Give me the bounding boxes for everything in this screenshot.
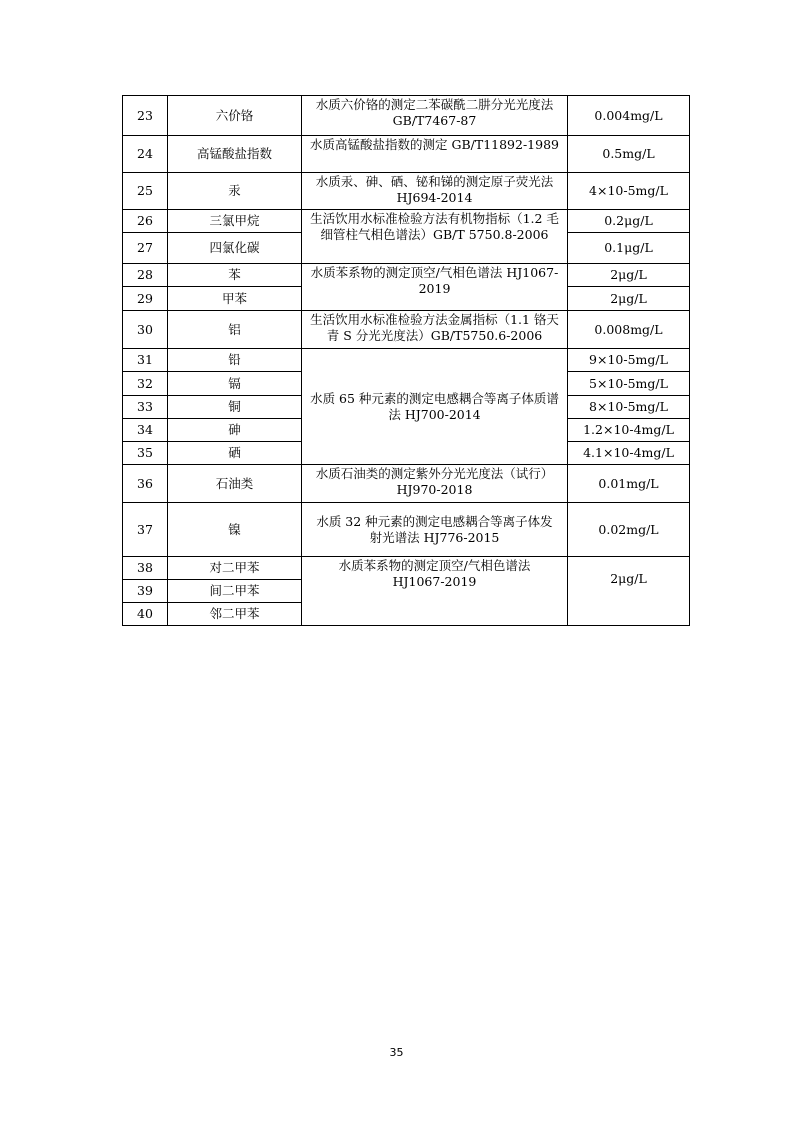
detection-limit: 9×10-5mg/L (568, 349, 690, 372)
test-method: 水质苯系物的测定顶空/气相色谱法 HJ1067-2019 (302, 557, 568, 626)
detection-limit: 8×10-5mg/L (568, 396, 690, 419)
detection-limit: 0.5mg/L (568, 136, 690, 173)
test-item: 砷 (168, 419, 302, 442)
test-method: 水质六价铬的测定二苯碳酰二肼分光光度法 GB/T7467-87 (302, 96, 568, 136)
row-number: 27 (123, 233, 168, 264)
detection-limit: 0.008mg/L (568, 311, 690, 349)
test-method: 水质 32 种元素的测定电感耦合等离子体发射光谱法 HJ776-2015 (302, 503, 568, 557)
page-number: 35 (389, 1046, 404, 1059)
row-number: 39 (123, 580, 168, 603)
test-item: 对二甲苯 (168, 557, 302, 580)
test-item: 石油类 (168, 465, 302, 503)
test-item: 苯 (168, 264, 302, 287)
test-item: 间二甲苯 (168, 580, 302, 603)
row-number: 32 (123, 372, 168, 396)
row-number: 26 (123, 210, 168, 233)
table-row (123, 311, 690, 349)
test-item: 镍 (168, 503, 302, 557)
detection-limit: 0.1μg/L (568, 233, 690, 264)
table-row (123, 465, 690, 503)
test-item: 高锰酸盐指数 (168, 136, 302, 173)
row-number: 28 (123, 264, 168, 287)
row-number: 24 (123, 136, 168, 173)
row-number: 35 (123, 442, 168, 465)
test-item: 铜 (168, 396, 302, 419)
row-number: 38 (123, 557, 168, 580)
table-row (123, 210, 690, 233)
row-number: 36 (123, 465, 168, 503)
table-row (123, 173, 690, 210)
row-number: 40 (123, 603, 168, 626)
test-item: 铝 (168, 311, 302, 349)
row-number: 37 (123, 503, 168, 557)
detection-limit: 5×10-5mg/L (568, 372, 690, 396)
table-row (123, 136, 690, 173)
detection-limit: 2μg/L (568, 287, 690, 311)
row-number: 34 (123, 419, 168, 442)
test-item: 三氯甲烷 (168, 210, 302, 233)
table-row (123, 264, 690, 287)
row-number: 29 (123, 287, 168, 311)
test-method: 水质 65 种元素的测定电感耦合等离子体质谱法 HJ700-2014 (302, 349, 568, 465)
table-row (123, 557, 690, 580)
table-row (123, 503, 690, 557)
detection-limit: 2μg/L (568, 557, 690, 626)
test-item: 汞 (168, 173, 302, 210)
detection-limit: 0.2μg/L (568, 210, 690, 233)
test-item: 铅 (168, 349, 302, 372)
detection-limit: 2μg/L (568, 264, 690, 287)
table-row (123, 96, 690, 136)
test-method: 水质苯系物的测定顶空/气相色谱法 HJ1067-2019 (302, 264, 568, 311)
test-method: 水质汞、砷、硒、铋和锑的测定原子荧光法 HJ694-2014 (302, 173, 568, 210)
test-item: 镉 (168, 372, 302, 396)
table-row (123, 349, 690, 372)
row-number: 30 (123, 311, 168, 349)
row-number: 25 (123, 173, 168, 210)
test-method: 水质高锰酸盐指数的测定 GB/T11892-1989 (302, 136, 568, 173)
test-method: 生活饮用水标准检验方法金属指标（1.1 铬天青 S 分光光度法）GB/T5750.6-2006 (302, 311, 568, 349)
standards-table (122, 95, 690, 626)
test-item: 甲苯 (168, 287, 302, 311)
detection-limit: 4.1×10-4mg/L (568, 442, 690, 465)
detection-limit: 1.2×10-4mg/L (568, 419, 690, 442)
test-item: 六价铬 (168, 96, 302, 136)
detection-limit: 0.01mg/L (568, 465, 690, 503)
test-method: 生活饮用水标准检验方法有机物指标（1.2 毛细管柱气相色谱法）GB/T 5750.8-2006 (302, 210, 568, 264)
test-method: 水质石油类的测定紫外分光光度法（试行）HJ970-2018 (302, 465, 568, 503)
test-item: 四氯化碳 (168, 233, 302, 264)
detection-limit: 0.004mg/L (568, 96, 690, 136)
test-item: 邻二甲苯 (168, 603, 302, 626)
row-number: 33 (123, 396, 168, 419)
detection-limit: 4×10-5mg/L (568, 173, 690, 210)
row-number: 31 (123, 349, 168, 372)
test-item: 硒 (168, 442, 302, 465)
detection-limit: 0.02mg/L (568, 503, 690, 557)
row-number: 23 (123, 96, 168, 136)
